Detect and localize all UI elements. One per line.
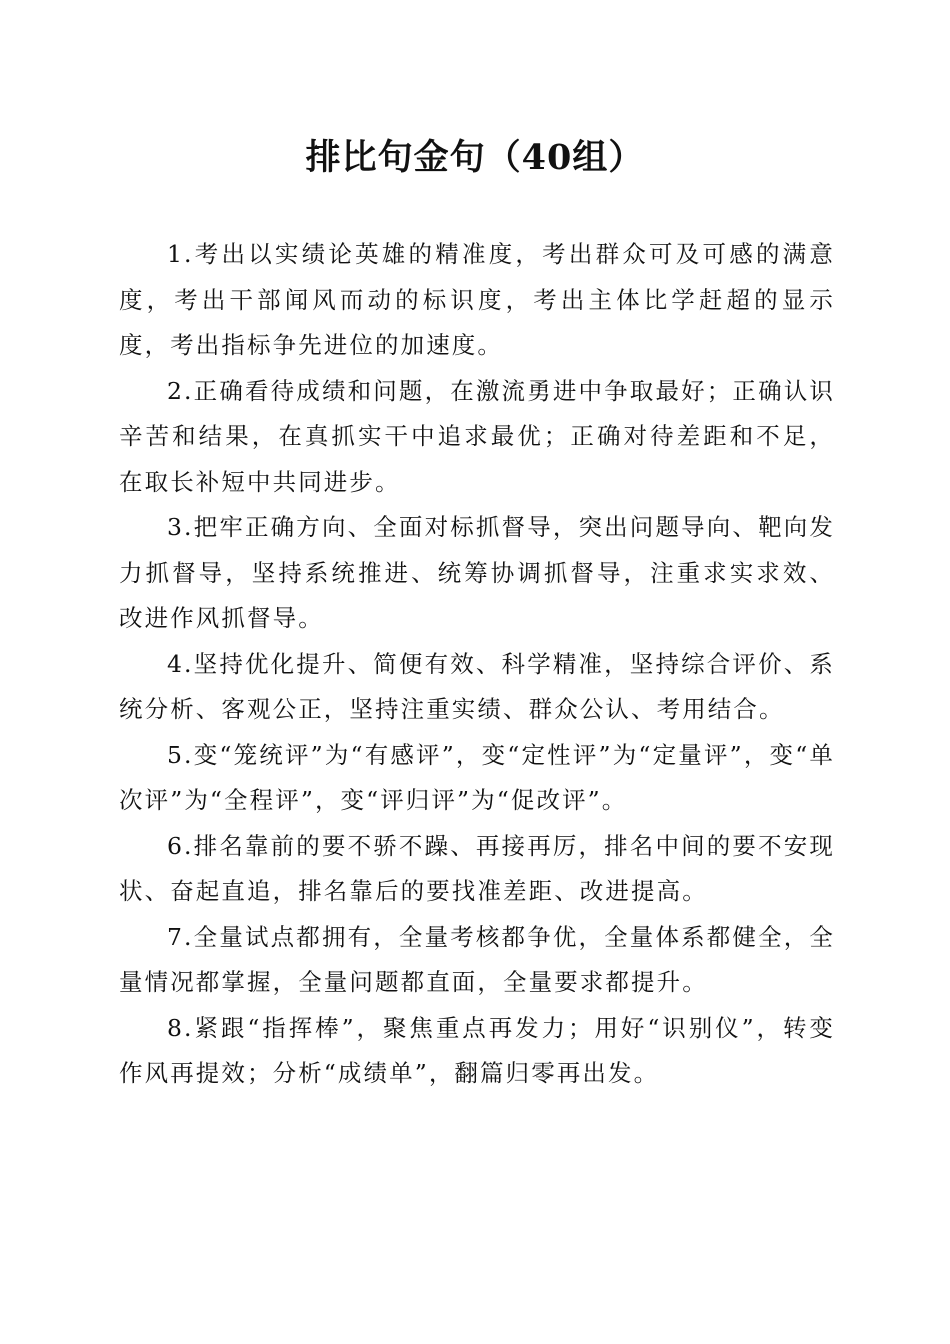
paragraph-1: 1.考出以实绩论英雄的精准度，考出群众可及可感的满意度，考出干部闻风而动的标识度，考出主体比学赶超的显示度，考出指标争先进位的加速度。 bbox=[119, 240, 835, 359]
document-body bbox=[119, 232, 835, 1097]
paragraph-4: 4.坚持优化提升、简便有效、科学精准，坚持综合评价、系统分析、客观公正，坚持注重实绩、群众公认、考用结合。 bbox=[119, 649, 835, 723]
paragraph-7: 7.全量试点都拥有，全量考核都争优，全量体系都健全，全量情况都掌握，全量问题都直面，全量要求都提升。 bbox=[119, 922, 835, 996]
paragraph-3: 3.把牢正确方向、全面对标抓督导，突出问题导向、靶向发力抓督导，坚持系统推进、统筹协调抓督导，注重求实求效、改进作风抓督导。 bbox=[119, 513, 835, 632]
paragraph-8: 8.紧跟“指挥棒”，聚焦重点再发力；用好“识别仪”，转变作风再提效；分析“成绩单”，翻篇归零再出发。 bbox=[119, 1013, 835, 1087]
document-title: 排比句金句（40组） bbox=[305, 137, 645, 178]
paragraph-5: 5.变“笼统评”为“有感评”，变“定性评”为“定量评”，变“单次评”为“全程评”，变“评归评”为“促改评”。 bbox=[119, 740, 835, 814]
paragraph-6: 6.排名靠前的要不骄不躁、再接再厉，排名中间的要不安现状、奋起直追，排名靠后的要找准差距、改进提高。 bbox=[119, 831, 835, 905]
paragraph-2: 2.正确看待成绩和问题，在激流勇进中争取最好；正确认识辛苦和结果，在真抓实干中追求最优；正确对待差距和不足，在取长补短中共同进步。 bbox=[119, 376, 835, 496]
